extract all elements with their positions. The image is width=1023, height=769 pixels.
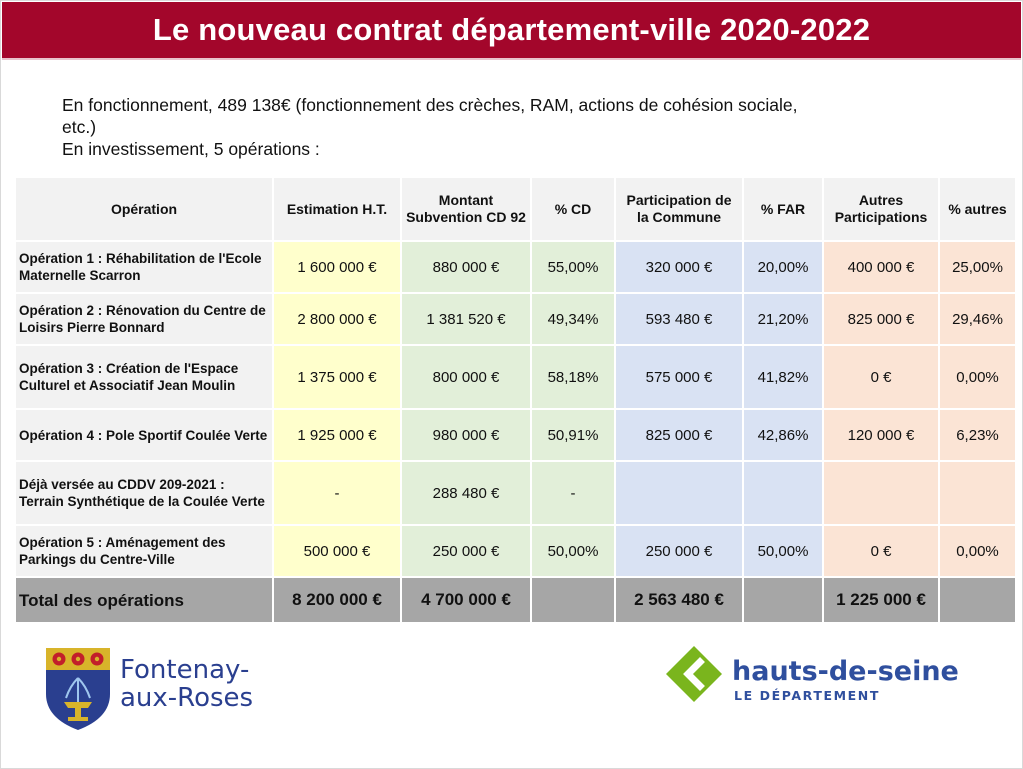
cell-pct-autres: 25,00% [940, 242, 1015, 292]
cell-participation: 825 000 € [616, 410, 742, 460]
table-row [16, 346, 1015, 408]
cell-montant: 1 381 520 € [402, 294, 530, 344]
cell-pct-autres [940, 462, 1015, 524]
hds-line-1: hauts-de-seine [732, 656, 959, 687]
cell-pct-cd: 58,18% [532, 346, 614, 408]
hauts-de-seine-logo [664, 644, 964, 714]
cell-pct-cd: - [532, 462, 614, 524]
header-pct-far: % FAR [744, 178, 822, 240]
cell-participation: 575 000 € [616, 346, 742, 408]
cell-pct-autres: 6,23% [940, 410, 1015, 460]
slide-title-text: Le nouveau contrat département-ville 2020-2022 [152, 12, 871, 47]
total-row [16, 578, 1015, 622]
total-pct-far [744, 578, 822, 622]
cell-pct-far: 42,86% [744, 410, 822, 460]
cell-pct-cd: 55,00% [532, 242, 614, 292]
cell-montant: 800 000 € [402, 346, 530, 408]
cell-estimation: 2 800 000 € [274, 294, 400, 344]
intro-text [62, 94, 942, 160]
cell-montant: 980 000 € [402, 410, 530, 460]
cell-pct-cd: 50,00% [532, 526, 614, 576]
cell-operation: Opération 5 : Aménagement des Parkings du Centre-Ville [16, 526, 272, 576]
cell-autres [824, 462, 938, 524]
total-label: Total des opérations [16, 578, 272, 622]
cell-pct-autres: 0,00% [940, 346, 1015, 408]
total-autres: 1 225 000 € [824, 578, 938, 622]
cell-estimation: 1 375 000 € [274, 346, 400, 408]
fontenay-line-1: Fontenay- [120, 655, 250, 685]
header-montant: Montant Subvention CD 92 [402, 178, 530, 240]
fontenay-aux-roses-logo [44, 644, 269, 734]
fontenay-crest-icon [44, 644, 269, 734]
cell-autres: 0 € [824, 526, 938, 576]
cell-pct-far: 41,82% [744, 346, 822, 408]
intro-line-2: etc.) [62, 117, 97, 137]
cell-participation: 593 480 € [616, 294, 742, 344]
cell-montant: 250 000 € [402, 526, 530, 576]
table-row [16, 294, 1015, 344]
fontenay-line-2: aux-Roses [120, 683, 254, 713]
cell-operation: Déjà versée au CDDV 209-2021 : Terrain Synthétique de la Coulée Verte [16, 462, 272, 524]
cell-autres: 0 € [824, 346, 938, 408]
cell-autres: 825 000 € [824, 294, 938, 344]
cell-pct-far: 50,00% [744, 526, 822, 576]
slide-title [2, 2, 1021, 58]
total-montant: 4 700 000 € [402, 578, 530, 622]
cell-estimation: 1 600 000 € [274, 242, 400, 292]
cell-pct-far: 21,20% [744, 294, 822, 344]
cell-pct-cd: 50,91% [532, 410, 614, 460]
table-row [16, 410, 1015, 460]
title-divider [2, 58, 1021, 60]
cell-autres: 400 000 € [824, 242, 938, 292]
header-autres: Autres Participations [824, 178, 938, 240]
cell-operation: Opération 2 : Rénovation du Centre de Loisirs Pierre Bonnard [16, 294, 272, 344]
cell-estimation: - [274, 462, 400, 524]
cell-pct-autres: 0,00% [940, 526, 1015, 576]
cell-operation: Opération 3 : Création de l'Espace Culturel et Associatif Jean Moulin [16, 346, 272, 408]
total-estimation: 8 200 000 € [274, 578, 400, 622]
cell-participation [616, 462, 742, 524]
table-header-row [16, 178, 1015, 240]
hds-line-2: LE DÉPARTEMENT [734, 688, 880, 703]
table-row [16, 242, 1015, 292]
cell-pct-autres: 29,46% [940, 294, 1015, 344]
total-pct-cd [532, 578, 614, 622]
table-row [16, 462, 1015, 524]
header-operation: Opération [16, 178, 272, 240]
header-pct-cd: % CD [532, 178, 614, 240]
hauts-de-seine-diamond-icon [664, 644, 964, 714]
cell-estimation: 1 925 000 € [274, 410, 400, 460]
header-pct-autres: % autres [940, 178, 1015, 240]
cell-pct-far: 20,00% [744, 242, 822, 292]
header-estimation: Estimation H.T. [274, 178, 400, 240]
cell-pct-cd: 49,34% [532, 294, 614, 344]
total-pct-autres [940, 578, 1015, 622]
total-participation: 2 563 480 € [616, 578, 742, 622]
cell-montant: 880 000 € [402, 242, 530, 292]
cell-montant: 288 480 € [402, 462, 530, 524]
intro-line-1: En fonctionnement, 489 138€ (fonctionnement des crèches, RAM, actions de cohésion sociale, [62, 95, 798, 115]
intro-line-3: En investissement, 5 opérations : [62, 139, 320, 159]
cell-operation: Opération 4 : Pole Sportif Coulée Verte [16, 410, 272, 460]
header-participation: Participation de la Commune [616, 178, 742, 240]
cell-autres: 120 000 € [824, 410, 938, 460]
operations-table [14, 176, 1017, 624]
cell-participation: 250 000 € [616, 526, 742, 576]
cell-participation: 320 000 € [616, 242, 742, 292]
cell-pct-far [744, 462, 822, 524]
cell-estimation: 500 000 € [274, 526, 400, 576]
table-row [16, 526, 1015, 576]
cell-operation: Opération 1 : Réhabilitation de l'Ecole Maternelle Scarron [16, 242, 272, 292]
